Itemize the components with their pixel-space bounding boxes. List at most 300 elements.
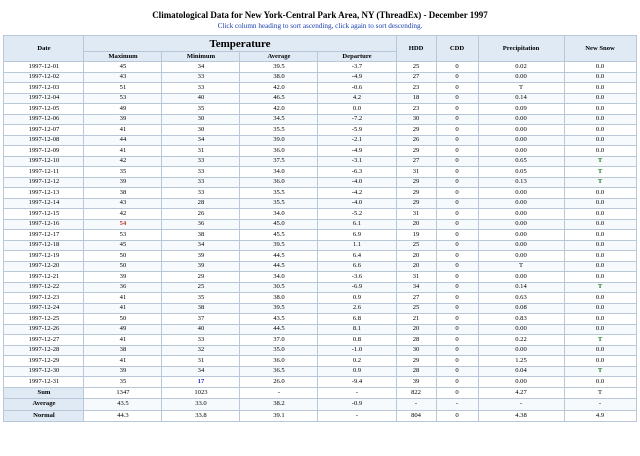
table-row [4,219,636,230]
cell-departure: 0.8 [318,335,396,346]
column-header-cdd[interactable]: CDD [436,36,478,62]
cell-precipitation: 0.00 [478,377,564,388]
cell-minimum: 28 [162,198,240,209]
cell-new-snow: T [564,335,636,346]
cell-date: 1997-12-28 [4,345,84,356]
cell-hdd: 29 [396,177,436,188]
cell-maximum: 41 [84,293,162,304]
cell-hdd: 23 [396,83,436,94]
cell-hdd: 26 [396,135,436,146]
cell-date: 1997-12-26 [4,324,84,335]
cell-departure: 6.8 [318,314,396,325]
cell-departure: 0.0 [318,104,396,115]
cell-average: 36.0 [240,177,318,188]
table-body [4,62,636,388]
cell-date: 1997-12-30 [4,366,84,377]
cell-new-snow: T [564,177,636,188]
table-row [4,135,636,146]
table-row [4,188,636,199]
cell-departure: 1.1 [318,240,396,251]
cell-departure: -4.0 [318,177,396,188]
cell-new-snow: 0.0 [564,261,636,272]
cell-precipitation: 0.22 [478,335,564,346]
cell-departure: -4.9 [318,146,396,157]
cell-minimum: 30 [162,114,240,125]
cell-maximum: 43 [84,72,162,83]
cell-new-snow: 0.0 [564,104,636,115]
cell-average: 37.5 [240,156,318,167]
cell-precipitation: 0.00 [478,125,564,136]
cell-precipitation: 0.00 [478,324,564,335]
cell-minimum: 32 [162,345,240,356]
column-group-temperature: Temperature [84,36,396,52]
cell-date: Normal [4,410,84,422]
column-header-precipitation[interactable]: Precipitation [478,36,564,62]
cell-average: 44.5 [240,324,318,335]
table-header [4,36,636,62]
cell-new-snow: 0.0 [564,303,636,314]
table-row [4,366,636,377]
cell-cdd: 0 [436,230,478,241]
cell-average: 38.2 [240,399,318,411]
cell-maximum: 39 [84,366,162,377]
cell-minimum: 33 [162,83,240,94]
table-row [4,177,636,188]
cell-minimum: 30 [162,125,240,136]
column-header-new-snow[interactable]: New Snow [564,36,636,62]
summary-row [4,399,636,411]
cell-minimum: 25 [162,282,240,293]
cell-minimum: 38 [162,303,240,314]
cell-cdd: 0 [436,377,478,388]
table-row [4,104,636,115]
cell-cdd: 0 [436,272,478,283]
cell-maximum: 41 [84,303,162,314]
cell-precipitation: 0.00 [478,230,564,241]
cell-minimum: 29 [162,272,240,283]
table-row [4,125,636,136]
table-row [4,324,636,335]
cell-precipitation: 0.63 [478,293,564,304]
cell-date: 1997-12-14 [4,198,84,209]
cell-minimum: 26 [162,209,240,220]
cell-hdd: 31 [396,209,436,220]
cell-date: 1997-12-17 [4,230,84,241]
cell-average: 35.5 [240,125,318,136]
cell-cdd: 0 [436,282,478,293]
cell-minimum: 38 [162,230,240,241]
cell-cdd: 0 [436,335,478,346]
cell-maximum: 41 [84,146,162,157]
cell-departure: -2.1 [318,135,396,146]
column-header-hdd[interactable]: HDD [396,36,436,62]
cell-average: 44.5 [240,261,318,272]
table-row [4,93,636,104]
table-row [4,272,636,283]
table-row [4,303,636,314]
cell-precipitation: 0.00 [478,198,564,209]
cell-minimum: 33 [162,72,240,83]
cell-cdd: 0 [436,156,478,167]
cell-hdd: 23 [396,104,436,115]
cell-departure: -5.9 [318,125,396,136]
column-header-date[interactable]: Date [4,36,84,62]
cell-maximum: 49 [84,324,162,335]
cell-new-snow: 0.0 [564,230,636,241]
cell-cdd: 0 [436,146,478,157]
cell-minimum: 1023 [162,387,240,399]
cell-departure: 0.2 [318,356,396,367]
cell-date: 1997-12-19 [4,251,84,262]
cell-maximum: 50 [84,261,162,272]
column-header-departure[interactable]: Departure [318,52,396,62]
cell-minimum: 37 [162,314,240,325]
cell-minimum: 33 [162,177,240,188]
cell-date: 1997-12-22 [4,282,84,293]
table-summary [4,387,636,422]
cell-minimum: 34 [162,135,240,146]
cell-minimum: 34 [162,62,240,73]
cell-departure: -6.9 [318,282,396,293]
cell-maximum: 35 [84,377,162,388]
cell-cdd: 0 [436,314,478,325]
cell-departure: -3.6 [318,272,396,283]
cell-average: 42.0 [240,104,318,115]
cell-cdd: 0 [436,125,478,136]
cell-new-snow: 0.0 [564,356,636,367]
table-row [4,114,636,125]
cell-hdd: 29 [396,188,436,199]
cell-new-snow: 0.0 [564,272,636,283]
cell-date: 1997-12-12 [4,177,84,188]
cell-precipitation: 0.00 [478,219,564,230]
cell-new-snow: 0.0 [564,198,636,209]
column-header-maximum[interactable]: Maximum [84,52,162,62]
cell-hdd: 31 [396,272,436,283]
cell-maximum: 43.5 [84,399,162,411]
cell-date: 1997-12-08 [4,135,84,146]
cell-precipitation: - [478,399,564,411]
table-row [4,209,636,220]
cell-date: 1997-12-20 [4,261,84,272]
cell-average: 37.0 [240,335,318,346]
cell-precipitation: 4.38 [478,410,564,422]
cell-departure: 0.9 [318,293,396,304]
cell-maximum: 50 [84,251,162,262]
cell-date: 1997-12-09 [4,146,84,157]
cell-precipitation: 0.14 [478,282,564,293]
cell-cdd: 0 [436,93,478,104]
cell-departure: -4.0 [318,198,396,209]
cell-hdd: 27 [396,293,436,304]
cell-date: 1997-12-23 [4,293,84,304]
cell-cdd: 0 [436,114,478,125]
cell-precipitation: 0.02 [478,62,564,73]
cell-average: 44.5 [240,251,318,262]
cell-minimum: 35 [162,104,240,115]
cell-minimum: 33 [162,188,240,199]
cell-maximum: 39 [84,114,162,125]
table-row [4,314,636,325]
cell-hdd: 25 [396,240,436,251]
cell-departure: 2.6 [318,303,396,314]
sort-hint: Click column heading to sort ascending, click again to sort descending. [217,22,423,30]
cell-precipitation: 1.25 [478,356,564,367]
cell-maximum: 53 [84,230,162,241]
cell-cdd: 0 [436,387,478,399]
cell-average: 39.0 [240,135,318,146]
cell-cdd: 0 [436,104,478,115]
table-row [4,83,636,94]
cell-new-snow: 4.9 [564,410,636,422]
cell-average: 34.0 [240,272,318,283]
cell-hdd: 19 [396,230,436,241]
table-row [4,156,636,167]
cell-new-snow: 0.0 [564,188,636,199]
summary-row [4,387,636,399]
cell-date: 1997-12-24 [4,303,84,314]
cell-cdd: 0 [436,177,478,188]
cell-new-snow: 0.0 [564,125,636,136]
cell-date: 1997-12-13 [4,188,84,199]
cell-hdd: 34 [396,282,436,293]
cell-new-snow: - [564,399,636,411]
cell-date: 1997-12-05 [4,104,84,115]
cell-cdd: 0 [436,167,478,178]
cell-minimum: 33.8 [162,410,240,422]
cell-cdd: 0 [436,83,478,94]
page-title: Climatological Data for New York-Central Park Area, NY (ThreadEx) - December 1997 [152,10,488,20]
cell-date: 1997-12-04 [4,93,84,104]
cell-date: 1997-12-07 [4,125,84,136]
cell-new-snow: 0.0 [564,72,636,83]
table-row [4,335,636,346]
cell-minimum: 33 [162,156,240,167]
cell-maximum: 38 [84,188,162,199]
cell-average: 35.5 [240,188,318,199]
cell-cdd: 0 [436,219,478,230]
cell-precipitation: 0.05 [478,167,564,178]
cell-date: Sum [4,387,84,399]
cell-new-snow: 0.0 [564,114,636,125]
cell-departure: -3.7 [318,62,396,73]
table-row [4,198,636,209]
cell-new-snow: 0.0 [564,293,636,304]
cell-new-snow: 0.0 [564,324,636,335]
table-row [4,251,636,262]
cell-maximum: 41 [84,356,162,367]
table-row [4,167,636,178]
cell-maximum: 41 [84,335,162,346]
cell-date: 1997-12-31 [4,377,84,388]
cell-precipitation: 0.00 [478,72,564,83]
cell-departure: -1.0 [318,345,396,356]
cell-minimum: 31 [162,356,240,367]
cell-average: 39.5 [240,303,318,314]
cell-cdd: - [436,399,478,411]
cell-minimum: 40 [162,324,240,335]
cell-departure: 0.9 [318,366,396,377]
cell-average: 39.1 [240,410,318,422]
cell-date: 1997-12-06 [4,114,84,125]
cell-departure: 6.4 [318,251,396,262]
cell-hdd: 29 [396,198,436,209]
cell-minimum: 39 [162,261,240,272]
cell-hdd: 30 [396,114,436,125]
cell-hdd: 27 [396,156,436,167]
cell-hdd: 27 [396,72,436,83]
cell-maximum: 51 [84,83,162,94]
summary-row [4,410,636,422]
cell-precipitation: T [478,261,564,272]
cell-date: 1997-12-29 [4,356,84,367]
cell-precipitation: 0.00 [478,240,564,251]
table-row [4,293,636,304]
cell-precipitation: 0.04 [478,366,564,377]
cell-precipitation: 0.00 [478,345,564,356]
cell-cdd: 0 [436,198,478,209]
cell-maximum: 43 [84,198,162,209]
cell-average: 43.5 [240,314,318,325]
cell-average: 36.0 [240,146,318,157]
cell-hdd: 39 [396,377,436,388]
cell-minimum: 34 [162,240,240,251]
cell-precipitation: 0.13 [478,177,564,188]
cell-maximum: 53 [84,93,162,104]
cell-maximum: 1347 [84,387,162,399]
table-row [4,72,636,83]
cell-hdd: 804 [396,410,436,422]
cell-hdd: 20 [396,219,436,230]
cell-maximum: 39 [84,272,162,283]
cell-cdd: 0 [436,293,478,304]
cell-average: 35.5 [240,198,318,209]
cell-date: 1997-12-16 [4,219,84,230]
cell-cdd: 0 [436,251,478,262]
table-row [4,356,636,367]
cell-average: 26.0 [240,377,318,388]
cell-new-snow: 0.0 [564,83,636,94]
cell-precipitation: 0.00 [478,114,564,125]
cell-new-snow: T [564,167,636,178]
cell-cdd: 0 [436,410,478,422]
cell-hdd: 18 [396,93,436,104]
cell-maximum: 38 [84,345,162,356]
cell-cdd: 0 [436,135,478,146]
table-row [4,62,636,73]
cell-cdd: 0 [436,356,478,367]
cell-precipitation: T [478,83,564,94]
column-header-average[interactable]: Average [240,52,318,62]
cell-precipitation: 0.00 [478,146,564,157]
cell-precipitation: 0.09 [478,104,564,115]
cell-maximum: 50 [84,314,162,325]
cell-cdd: 0 [436,72,478,83]
cell-hdd: 20 [396,251,436,262]
cell-new-snow: 0.0 [564,314,636,325]
cell-cdd: 0 [436,209,478,220]
climate-table [3,35,636,422]
cell-new-snow: 0.0 [564,135,636,146]
cell-average: 45.5 [240,230,318,241]
cell-precipitation: 0.00 [478,188,564,199]
cell-departure: 6.1 [318,219,396,230]
cell-new-snow: T [564,387,636,399]
cell-date: 1997-12-15 [4,209,84,220]
cell-new-snow: 0.0 [564,240,636,251]
cell-minimum: 39 [162,251,240,262]
cell-departure: - [318,387,396,399]
cell-maximum: 36 [84,282,162,293]
cell-date: 1997-12-25 [4,314,84,325]
cell-departure: 8.1 [318,324,396,335]
cell-departure: 4.2 [318,93,396,104]
cell-cdd: 0 [436,303,478,314]
cell-precipitation: 0.65 [478,156,564,167]
cell-precipitation: 0.00 [478,209,564,220]
cell-hdd: 25 [396,303,436,314]
cell-departure: -0.9 [318,399,396,411]
cell-minimum: 36 [162,219,240,230]
cell-precipitation: 0.14 [478,93,564,104]
cell-departure: -7.2 [318,114,396,125]
cell-precipitation: 0.00 [478,251,564,262]
cell-date: 1997-12-02 [4,72,84,83]
cell-new-snow: T [564,366,636,377]
cell-departure: -9.4 [318,377,396,388]
cell-minimum: 17 [162,377,240,388]
cell-hdd: 28 [396,366,436,377]
cell-maximum: 44 [84,135,162,146]
cell-average: 34.0 [240,209,318,220]
table-row [4,240,636,251]
table-row [4,345,636,356]
cell-maximum: 49 [84,104,162,115]
cell-hdd: 822 [396,387,436,399]
cell-average: 45.0 [240,219,318,230]
cell-hdd: 20 [396,324,436,335]
cell-minimum: 33 [162,335,240,346]
cell-new-snow: 0.0 [564,146,636,157]
cell-minimum: 34 [162,366,240,377]
table-row [4,146,636,157]
cell-average: 36.5 [240,366,318,377]
cell-average: 30.5 [240,282,318,293]
cell-maximum: 39 [84,177,162,188]
cell-date: 1997-12-27 [4,335,84,346]
cell-new-snow: T [564,282,636,293]
cell-cdd: 0 [436,188,478,199]
cell-precipitation: 0.00 [478,272,564,283]
cell-average: 38.0 [240,293,318,304]
cell-departure: -6.3 [318,167,396,178]
cell-cdd: 0 [436,62,478,73]
cell-departure: -4.2 [318,188,396,199]
column-header-minimum[interactable]: Minimum [162,52,240,62]
cell-maximum: 42 [84,156,162,167]
cell-hdd: 31 [396,167,436,178]
cell-maximum: 41 [84,125,162,136]
cell-average: 34.0 [240,167,318,178]
cell-average: 34.5 [240,114,318,125]
cell-cdd: 0 [436,240,478,251]
cell-average: - [240,387,318,399]
table-row [4,377,636,388]
cell-date: 1997-12-18 [4,240,84,251]
cell-minimum: 31 [162,146,240,157]
cell-departure: 6.9 [318,230,396,241]
cell-departure: - [318,410,396,422]
